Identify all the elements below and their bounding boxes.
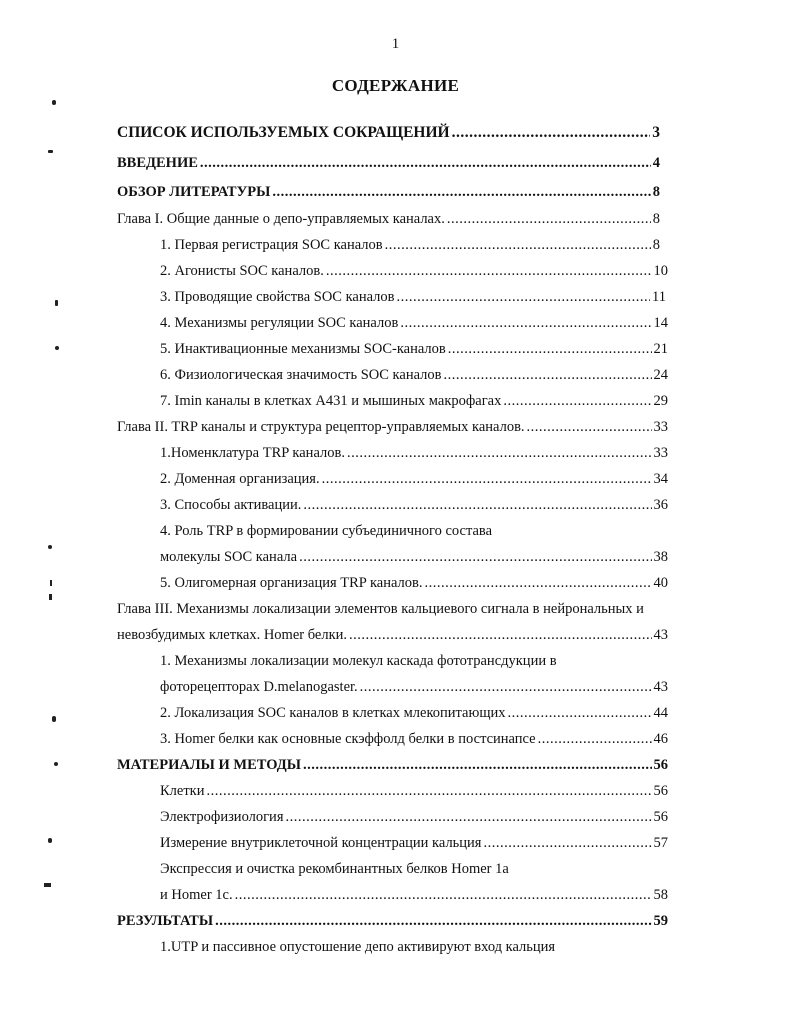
leader-dots <box>215 912 651 930</box>
leader-dots <box>303 496 651 514</box>
toc-entry: 3. Проводящие свойства SOC каналов ..... 11 <box>160 288 666 306</box>
leader-dots <box>448 340 652 358</box>
toc-entry: 2. Агонисты SOC каналов. ..... 10 <box>160 262 668 280</box>
toc-entry: 2. Доменная организация. ..... 34 <box>160 470 668 488</box>
leader-dots <box>443 366 651 384</box>
leader-dots <box>360 678 652 696</box>
leader-dots <box>347 444 652 462</box>
toc-entry: ОБЗОР ЛИТЕРАТУРЫ ..... 8 <box>117 183 660 201</box>
leader-dots <box>397 288 651 306</box>
leader-dots <box>235 886 652 904</box>
toc-entry: 5. Олигомерная организация TRP каналов. ..... 40 <box>160 574 668 592</box>
toc-entry: 5. Инактивационные механизмы SOC-каналов ..... 21 <box>160 340 668 358</box>
scan-speck <box>44 883 51 887</box>
toc-entry: 6. Физиологическая значимость SOC каналов ..... 24 <box>160 366 668 384</box>
toc-entry: РЕЗУЛЬТАТЫ ..... 59 <box>117 912 668 930</box>
toc-entry: Глава III. Механизмы локализации элементов кальциевого сигнала в нейрональных и <box>117 601 644 617</box>
leader-dots <box>349 626 651 644</box>
leader-dots <box>299 548 651 566</box>
leader-dots <box>452 124 651 142</box>
toc-entry: МАТЕРИАЛЫ И МЕТОДЫ ..... 56 <box>117 756 668 774</box>
toc-entry: ВВЕДЕНИЕ ..... 4 <box>117 154 660 172</box>
page-title: СОДЕРЖАНИЕ <box>331 76 460 95</box>
toc-entry: фоторецепторах D.melanogaster. ..... 43 <box>160 678 668 696</box>
leader-dots <box>527 418 652 436</box>
leader-dots <box>424 574 651 592</box>
toc-entry: СПИСОК ИСПОЛЬЗУЕМЫХ СОКРАЩЕНИЙ ..... 3 <box>117 124 660 142</box>
toc-entry: 3. Homer белки как основные скэффолд белки в постсинапсе ..... 46 <box>160 730 668 748</box>
leader-dots <box>385 236 651 254</box>
toc-entry: Экспрессия и очистка рекомбинантных белков Homer 1a <box>160 861 509 877</box>
scan-speck <box>49 594 52 600</box>
leader-dots <box>400 314 651 332</box>
toc-entry: Глава I. Общие данные о депо-управляемых каналах. ..... 8 <box>117 210 660 228</box>
toc-entry: 1.UTP и пассивное опустошение депо активируют вход кальция <box>160 939 556 955</box>
toc-entry: Измерение внутриклеточной концентрации кальция ..... 57 <box>160 834 668 852</box>
scan-speck <box>50 580 52 586</box>
scan-speck <box>48 545 52 549</box>
page-number: 1 <box>391 36 400 52</box>
scan-speck <box>48 838 52 843</box>
leader-dots <box>538 730 652 748</box>
toc-entry: 1. Первая регистрация SOC каналов ..... 8 <box>160 236 660 254</box>
toc-entry: и Homer 1c. ..... 58 <box>160 886 668 904</box>
scan-speck <box>54 762 58 766</box>
leader-dots <box>272 183 650 201</box>
leader-dots <box>508 704 652 722</box>
scan-speck <box>52 716 56 722</box>
scan-speck <box>55 346 59 350</box>
leader-dots <box>303 756 651 774</box>
leader-dots <box>200 154 651 172</box>
toc-entry: молекулы SOC канала ..... 38 <box>160 548 668 566</box>
leader-dots <box>447 210 651 228</box>
toc-entry: 1. Механизмы локализации молекул каскада фототрансдукции в <box>160 653 557 669</box>
leader-dots <box>285 808 651 826</box>
toc-entry: Глава II. TRP каналы и структура рецептор-управляемых каналов. ..... 33 <box>117 418 668 436</box>
toc-entry: 3. Способы активации. ..... 36 <box>160 496 668 514</box>
scan-speck <box>55 300 58 306</box>
leader-dots <box>322 470 652 488</box>
toc-entry: 1.Номенклатура TRP каналов. ..... 33 <box>160 444 668 462</box>
leader-dots <box>206 782 651 800</box>
leader-dots <box>503 392 651 410</box>
leader-dots <box>483 834 651 852</box>
toc-entry: Электрофизиология ..... 56 <box>160 808 668 826</box>
toc-entry: 7. Imin каналы в клетках A431 и мышиных макрофагах ..... 29 <box>160 392 668 410</box>
toc-entry: 2. Локализация SOC каналов в клетках млекопитающих ..... 44 <box>160 704 668 722</box>
scan-speck <box>48 150 53 153</box>
scan-speck <box>52 100 56 105</box>
toc-entry: 4. Механизмы регуляции SOC каналов ..... 14 <box>160 314 668 332</box>
toc-entry: невозбудимых клетках. Homer белки. ..... 43 <box>117 626 668 644</box>
toc-entry: Клетки ..... 56 <box>160 782 668 800</box>
toc-entry: 4. Роль TRP в формировании субъединичного состава <box>160 523 492 539</box>
leader-dots <box>326 262 652 280</box>
